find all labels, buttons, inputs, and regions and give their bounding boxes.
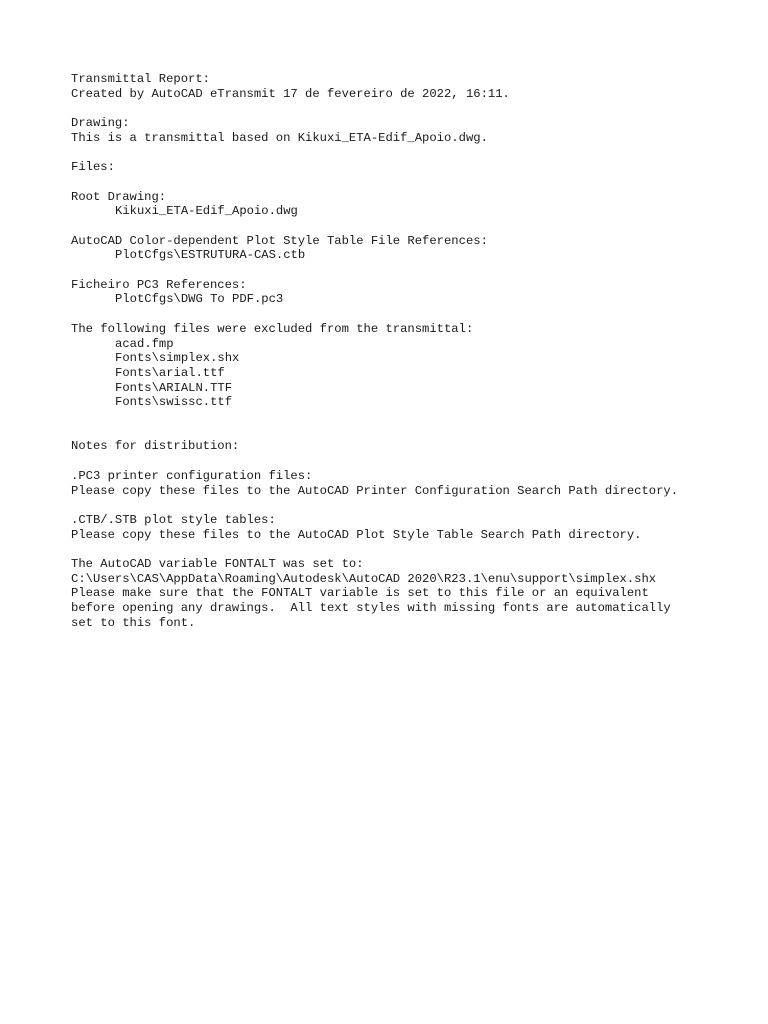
excluded-files-heading: The following files were excluded from the transmittal: (71, 321, 474, 336)
pc3-notes-text: Please copy these files to the AutoCAD Printer Configuration Search Path directory. (71, 483, 679, 498)
pc3-references-heading: Ficheiro PC3 References: (71, 277, 247, 292)
fontalt-note-line: set to this font. (71, 615, 196, 630)
root-drawing-heading: Root Drawing: (71, 189, 167, 204)
spacer (71, 263, 751, 278)
notes-heading: Notes for distribution: (71, 439, 240, 454)
transmittal-report-document (71, 72, 751, 631)
report-heading: Transmittal Report: (71, 72, 210, 86)
spacer (71, 101, 751, 116)
spacer (71, 454, 751, 469)
pc3-reference-file: PlotCfgs\DWG To PDF.pc3 (115, 292, 284, 307)
spacer (71, 542, 751, 557)
created-by-line: Created by AutoCAD eTransmit 17 de fevereiro de 2022, 16:11. (71, 86, 510, 101)
spacer (71, 307, 751, 322)
excluded-file: Fonts\simplex.shx (115, 351, 240, 366)
spacer (71, 146, 751, 161)
files-heading: Files: (71, 160, 115, 175)
fontalt-note-line: Please make sure that the FONTALT variable is set to this file or an equivalent (71, 586, 649, 601)
ctb-notes-text: Please copy these files to the AutoCAD Plot Style Table Search Path directory. (71, 527, 642, 542)
ctb-notes-heading: .CTB/.STB plot style tables: (71, 512, 276, 527)
spacer (71, 219, 751, 234)
ctb-reference-file: PlotCfgs\ESTRUTURA-CAS.ctb (115, 248, 306, 263)
excluded-file: Fonts\arial.ttf (115, 365, 225, 380)
fontalt-note-line: before opening any drawings. All text styles with missing fonts are automatically (71, 601, 671, 616)
pc3-notes-heading: .PC3 printer configuration files: (71, 468, 313, 483)
spacer (71, 175, 751, 190)
spacer (71, 425, 751, 440)
root-drawing-file: Kikuxi_ETA-Edif_Apoio.dwg (115, 204, 298, 219)
drawing-heading: Drawing: (71, 116, 130, 131)
excluded-file: Fonts\ARIALN.TTF (115, 380, 233, 395)
fontalt-heading: The AutoCAD variable FONTALT was set to: (71, 557, 364, 572)
excluded-file: Fonts\swissc.ttf (115, 395, 233, 410)
excluded-file: acad.fmp (115, 336, 174, 351)
spacer (71, 410, 751, 425)
fontalt-path: C:\Users\CAS\AppData\Roaming\Autodesk\AutoCAD 2020\R23.1\enu\support\simplex.shx (71, 571, 657, 586)
spacer (71, 498, 751, 513)
ctb-references-heading: AutoCAD Color-dependent Plot Style Table File References: (71, 233, 488, 248)
drawing-description: This is a transmittal based on Kikuxi_ETA-Edif_Apoio.dwg. (71, 130, 488, 145)
